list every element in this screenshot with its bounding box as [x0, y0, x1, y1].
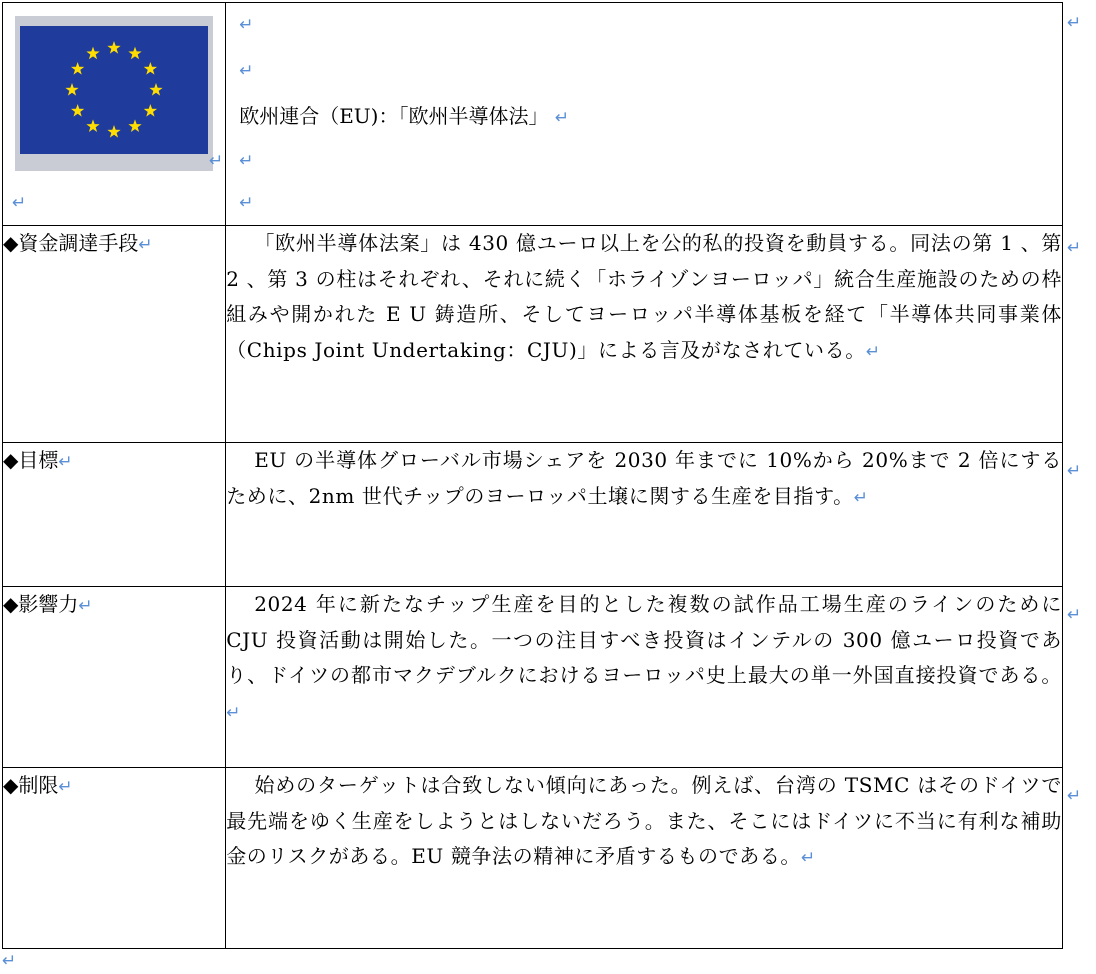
row-label: ◆影響力↵ [3, 587, 226, 768]
paragraph-mark: ↵ [12, 193, 27, 213]
table-row [3, 587, 1063, 768]
title-cell [226, 3, 1063, 226]
paragraph-mark: ↵ [239, 61, 254, 81]
row-label: ◆制限↵ [3, 768, 226, 949]
paragraph-mark: ↵ [2, 951, 17, 971]
paragraph-mark: ↵ [239, 15, 254, 35]
table-row [3, 443, 1063, 587]
paragraph-mark: ↵ [58, 777, 73, 797]
paragraph-mark: ↵ [853, 487, 869, 508]
paragraph-mark: ↵ [1067, 786, 1082, 806]
paragraph-mark: ↵ [801, 848, 816, 868]
paragraph-mark: ↵ [865, 341, 881, 362]
paragraph-mark: ↵ [209, 151, 224, 171]
paragraph-mark: ↵ [1067, 13, 1082, 33]
paragraph-mark: ↵ [226, 702, 242, 723]
header-row [3, 3, 1063, 226]
table-row [3, 226, 1063, 443]
paragraph-mark: ↵ [138, 235, 153, 255]
page-title: 欧州連合（EU)：「欧州半導体法」 [239, 104, 549, 128]
row-label: ◆目標↵ [3, 443, 226, 587]
row-label: ◆資金調達手段↵ [3, 226, 226, 443]
document-table [2, 2, 1063, 949]
flag-cell [3, 3, 226, 226]
paragraph-mark: ↵ [1067, 605, 1082, 625]
title-line [239, 104, 569, 128]
paragraph-mark: ↵ [78, 596, 93, 616]
paragraph-mark: ↵ [239, 193, 254, 213]
paragraph-mark: ↵ [58, 452, 73, 472]
paragraph-mark: ↵ [239, 151, 254, 171]
paragraph-mark: ↵ [1067, 461, 1082, 481]
row-text: 「欧州半導体法案」は 430 億ユーロ以上を公的私的投資を動員する。同法の第 1 、第 2 、第 3 の柱はそれぞれ、それに続く「ホライゾンヨーロッパ」統合生産施設のための枠組みや開かれた E U 鋳造所、そしてヨーロッパ半導体基板を経て「半導体共同事業体（Chips Joint Undertaking：CJU)」による言及がなされている。↵ [226, 226, 1063, 443]
eu-flag-image [15, 16, 213, 171]
table-row [3, 768, 1063, 949]
row-text: 始めのターゲットは合致しない傾向にあった。例えば、台湾の TSMC はそのドイツで最先端をゆく生産をしようとはしないだろう。また、そこにはドイツに不当に有利な補助金のリスクがある。EU 競争法の精神に矛盾するものである。↵ [226, 768, 1063, 949]
eu-flag-icon [20, 26, 208, 154]
row-text: 2024 年に新たなチップ生産を目的とした複数の試作品工場生産のラインのために CJU 投資活動は開始した。一つの注目すべき投資はインテルの 300 億ユーロ投資であり、ドイツの都市マクデブルクにおけるヨーロッパ史上最大の単一外国直接投資である。↵ [226, 587, 1063, 768]
paragraph-mark: ↵ [1067, 238, 1082, 258]
paragraph-mark: ↵ [554, 108, 570, 128]
row-text: EU の半導体グローバル市場シェアを 2030 年までに 10%から 20%まで 2 倍にするために、2nm 世代チップのヨーロッパ土壌に関する生産を目指す。↵ [226, 443, 1063, 587]
